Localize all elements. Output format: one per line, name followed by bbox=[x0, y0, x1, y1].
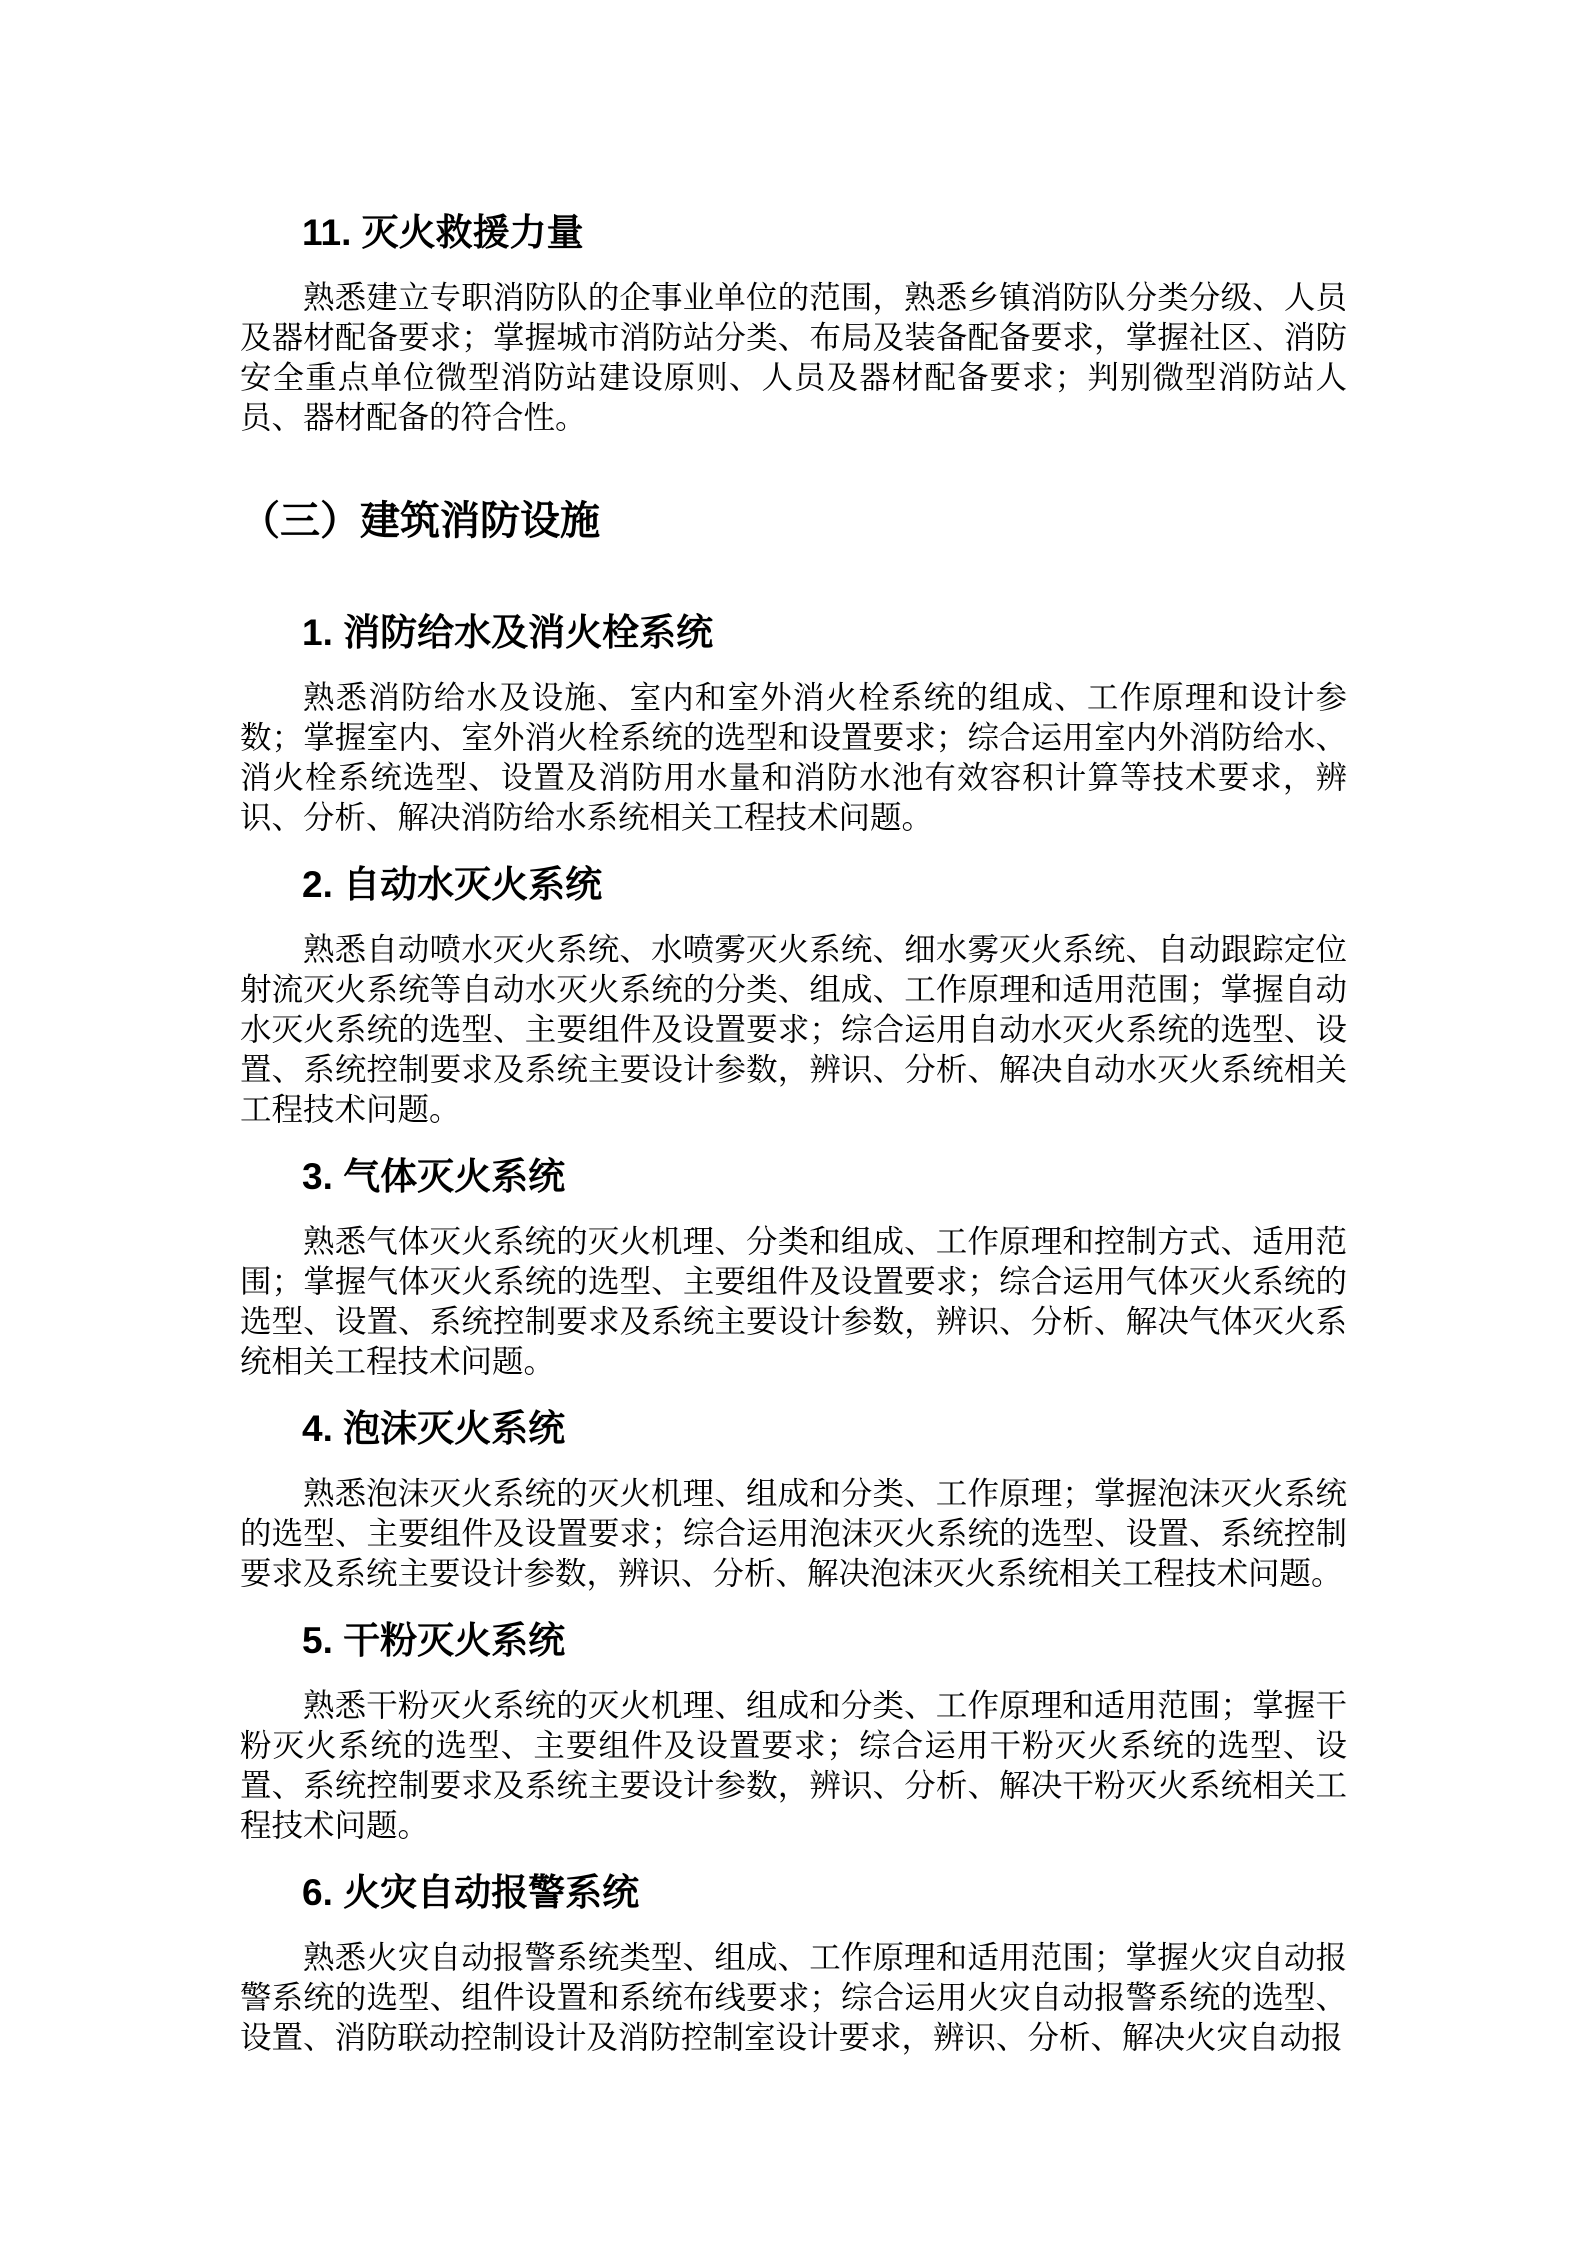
subsection-heading-6: 6. 火灾自动报警系统 bbox=[302, 1872, 640, 1913]
paragraph-rescue-forces: 熟悉建立专职消防队的企事业单位的范围，熟悉乡镇消防队分类分级、人员及器材配备要求；掌握城市消防站分类、布局及装备配备要求，掌握社区、消防安全重点单位微型消防站建设原则、人员及器材配备要求；判别微型消防站人员、器材配备的符合性。 bbox=[240, 280, 1347, 435]
subsection-heading-5: 5. 干粉灭火系统 bbox=[302, 1620, 566, 1661]
paragraph-gas-extinguishing: 熟悉气体灭火系统的灭火机理、分类和组成、工作原理和控制方式、适用范围；掌握气体灭火系统的选型、主要组件及设置要求；综合运用气体灭火系统的选型、设置、系统控制要求及系统主要设计参数，辨识、分析、解决气体灭火系统相关工程技术问题。 bbox=[240, 1224, 1347, 1379]
paragraph-automatic-water-extinguishing: 熟悉自动喷水灭火系统、水喷雾灭火系统、细水雾灭火系统、自动跟踪定位射流灭火系统等自动水灭火系统的分类、组成、工作原理和适用范围；掌握自动水灭火系统的选型、主要组件及设置要求；综合运用自动水灭火系统的选型、设置、系统控制要求及系统主要设计参数，辨识、分析、解决自动水灭火系统相关工程技术问题。 bbox=[240, 932, 1347, 1127]
paragraph-dry-powder-extinguishing: 熟悉干粉灭火系统的灭火机理、组成和分类、工作原理和适用范围；掌握干粉灭火系统的选型、主要组件及设置要求；综合运用干粉灭火系统的选型、设置、系统控制要求及系统主要设计参数，辨识、分析、解决干粉灭火系统相关工程技术问题。 bbox=[240, 1688, 1347, 1843]
subsection-heading-11: 11. 灭火救援力量 bbox=[302, 212, 584, 253]
subsection-heading-4: 4. 泡沫灭火系统 bbox=[302, 1408, 566, 1449]
section-heading-3-building-fire-facilities: （三）建筑消防设施 bbox=[240, 499, 600, 543]
document-body bbox=[240, 0, 1347, 2058]
paragraph-foam-extinguishing: 熟悉泡沫灭火系统的灭火机理、组成和分类、工作原理；掌握泡沫灭火系统的选型、主要组件及设置要求；综合运用泡沫灭火系统的选型、设置、系统控制要求及系统主要设计参数，辨识、分析、解决泡沫灭火系统相关工程技术问题。 bbox=[240, 1476, 1347, 1591]
paragraph-fire-alarm-system: 熟悉火灾自动报警系统类型、组成、工作原理和适用范围；掌握火灾自动报警系统的选型、组件设置和系统布线要求；综合运用火灾自动报警系统的选型、设置、消防联动控制设计及消防控制室设计要求，辨识、分析、解决火灾自动报 bbox=[240, 1940, 1347, 2055]
paragraph-fire-water-supply-hydrant: 熟悉消防给水及设施、室内和室外消火栓系统的组成、工作原理和设计参数；掌握室内、室外消火栓系统的选型和设置要求；综合运用室内外消防给水、消火栓系统选型、设置及消防用水量和消防水池有效容积计算等技术要求，辨识、分析、解决消防给水系统相关工程技术问题。 bbox=[240, 680, 1347, 835]
subsection-heading-2: 2. 自动水灭火系统 bbox=[302, 864, 603, 905]
subsection-heading-3: 3. 气体灭火系统 bbox=[302, 1156, 566, 1197]
subsection-heading-1: 1. 消防给水及消火栓系统 bbox=[302, 612, 714, 653]
